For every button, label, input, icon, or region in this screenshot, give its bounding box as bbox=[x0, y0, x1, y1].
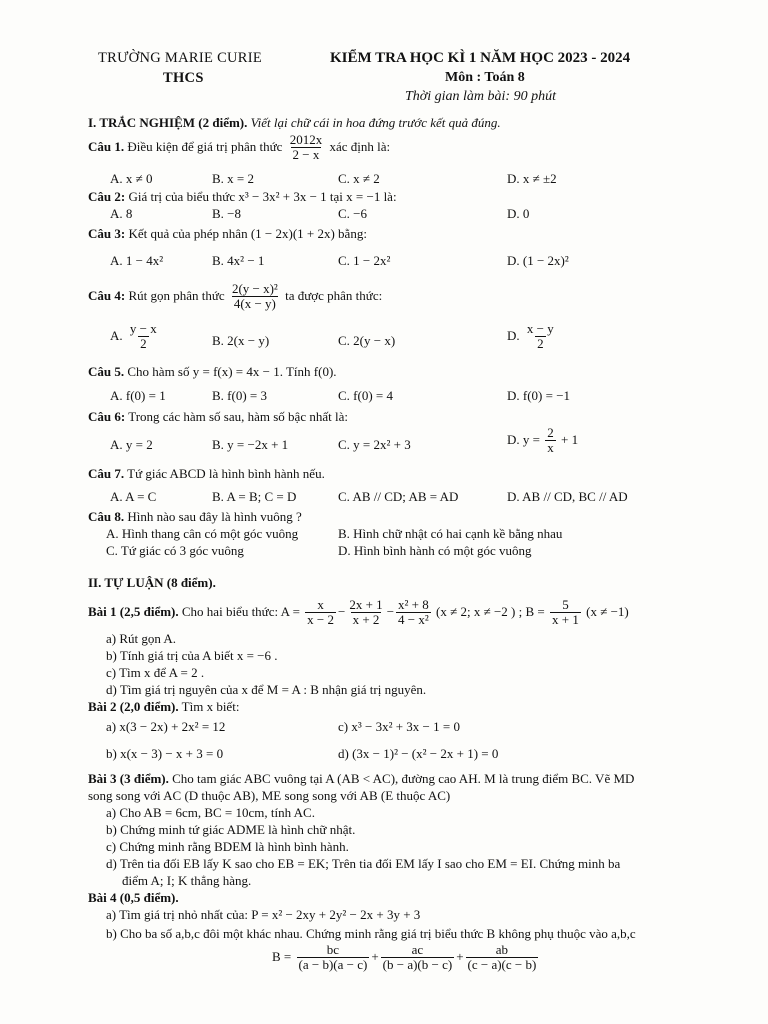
q3-option-d: D. (1 − 2x)² bbox=[507, 253, 569, 268]
fraction-numerator: ac bbox=[411, 942, 424, 957]
question-text: xác định là: bbox=[329, 138, 391, 154]
fraction-denominator: x + 1 bbox=[552, 612, 579, 628]
q5-option-d: D. f(0) = −1 bbox=[507, 388, 571, 403]
fraction-numerator: x bbox=[317, 597, 324, 612]
bai1-item-a: a) Rút gọn A. bbox=[106, 631, 177, 646]
fraction-denominator: x + 2 bbox=[352, 612, 380, 628]
q6-option-b: B. y = −2x + 1 bbox=[212, 437, 289, 452]
q8-option-c: C. Tứ giác có 3 góc vuông bbox=[106, 543, 244, 558]
bai3-item-d-cont: điểm A; I; K thẳng hàng. bbox=[122, 873, 252, 888]
fraction-denominator: 4 − x² bbox=[398, 612, 429, 628]
fraction-numerator: 2012x bbox=[289, 132, 323, 147]
q3-option-a: A. 1 − 4x² bbox=[110, 253, 164, 268]
bai4-item-a: a) Tìm giá trị nhỏ nhất của: P = x² − 2xy + 2y² − 2x + 3y + 3 bbox=[106, 907, 421, 922]
question-label: Câu 2: bbox=[88, 189, 126, 204]
bai4-item-b: b) Cho ba số a,b,c đôi một khác nhau. Chứng minh rằng giá trị biểu thức B không phụ thuộc vào a,b,c bbox=[106, 926, 636, 941]
q8-option-a: A. Hình thang cân có một góc vuông bbox=[106, 526, 299, 541]
question-label: Câu 7. bbox=[88, 466, 125, 481]
bai3-line2: song song với AC (D thuộc AB), ME song song với AB (E thuộc AC) bbox=[88, 788, 451, 803]
question-2 bbox=[88, 189, 397, 205]
exam-title: KIỂM TRA HỌC KÌ 1 NĂM HỌC 2023 - 2024 bbox=[330, 50, 631, 66]
fraction bbox=[305, 598, 336, 628]
bai3-item-d: d) Trên tia đối EB lấy K sao cho EB = EK; Trên tia đối EM lấy I sao cho EM = EI. Chứng minh ba bbox=[106, 856, 621, 871]
bai4-expression-B: B = $\frac{bc}{(a - b)(a - c)}$ + $\frac{ac}{(b - a)(b - c)}$ + $\frac{ab}{(c - a)(c - b)}$ bbox=[272, 942, 537, 973]
question-label: Câu 1. bbox=[88, 138, 125, 154]
fraction-denominator: 2 − x bbox=[292, 147, 320, 163]
problem-label: Bài 2 (2,0 điểm). bbox=[88, 699, 179, 714]
fraction bbox=[128, 322, 159, 352]
question-label: Câu 5. bbox=[88, 364, 125, 379]
fraction bbox=[466, 943, 539, 973]
q6-option-c: C. y = 2x² + 3 bbox=[338, 437, 411, 452]
fraction-numerator: bc bbox=[326, 942, 340, 957]
bai1-item-b: b) Tính giá trị của A biết x = −6 . bbox=[106, 648, 278, 663]
q1-option-c: C. x ≠ 2 bbox=[338, 171, 380, 186]
problem-label: Bài 1 (2,5 điểm). bbox=[88, 603, 179, 619]
q2-option-b: B. −8 bbox=[212, 206, 242, 221]
part1-title: I. TRẮC NGHIỆM (2 điểm). bbox=[88, 115, 248, 130]
problem-label: Bài 3 (3 điểm). bbox=[88, 771, 169, 786]
part1-heading bbox=[88, 115, 501, 131]
part1-instruction: Viết lại chữ cái in hoa đứng trước kết quả đúng. bbox=[250, 115, 501, 130]
fraction bbox=[396, 598, 431, 628]
fraction-denominator: 2 bbox=[140, 336, 147, 352]
fraction bbox=[525, 322, 556, 352]
bai2-item-d: d) (3x − 1)² − (x² − 2x + 1) = 0 bbox=[338, 746, 499, 761]
fraction bbox=[230, 282, 280, 312]
fraction-numerator: x − y bbox=[526, 321, 554, 336]
fraction bbox=[381, 943, 455, 973]
bai3-item-b: b) Chứng minh tứ giác ADME là hình chữ nhật. bbox=[106, 822, 356, 837]
option-letter: D. y = bbox=[507, 431, 540, 447]
bai2-item-a: a) x(3 − 2x) + 2x² = 12 bbox=[106, 719, 226, 734]
question-7 bbox=[88, 466, 325, 482]
question-text: Điều kiện để giá trị phân thức bbox=[127, 138, 283, 154]
bai-3 bbox=[88, 771, 634, 787]
question-text: Kết quả của phép nhân (1 − 2x)(1 + 2x) bằng: bbox=[128, 226, 367, 241]
fraction-denominator: (a − b)(a − c) bbox=[298, 957, 368, 973]
q5-option-a: A. f(0) = 1 bbox=[110, 388, 166, 403]
fraction-denominator: (c − a)(c − b) bbox=[467, 957, 537, 973]
fraction-numerator: 2 bbox=[547, 425, 554, 440]
fraction bbox=[347, 598, 384, 628]
bai-4-label: Bài 4 (0,5 điểm). bbox=[88, 890, 179, 905]
fraction bbox=[550, 598, 581, 628]
fraction-denominator: x − 2 bbox=[307, 612, 334, 628]
fraction bbox=[297, 943, 370, 973]
q1-option-b: B. x = 2 bbox=[212, 171, 255, 186]
question-text: Cho hàm số y = f(x) = 4x − 1. Tính f(0). bbox=[127, 364, 337, 379]
q2-option-c: C. −6 bbox=[338, 206, 368, 221]
question-3 bbox=[88, 226, 367, 242]
q3-option-b: B. 4x² − 1 bbox=[212, 253, 265, 268]
q4-option-b: B. 2(x − y) bbox=[212, 333, 270, 348]
question-text: ta được phân thức: bbox=[285, 287, 383, 303]
fraction-numerator: ab bbox=[495, 942, 509, 957]
problem-text: Tìm x biết: bbox=[181, 699, 240, 714]
question-text: Tứ giác ABCD là hình bình hành nếu. bbox=[127, 466, 325, 481]
fraction bbox=[545, 426, 556, 456]
fraction-denominator: x bbox=[547, 440, 554, 456]
q3-option-c: C. 1 − 2x² bbox=[338, 253, 391, 268]
q2-option-d: D. 0 bbox=[507, 206, 530, 221]
q1-option-a: A. x ≠ 0 bbox=[110, 171, 153, 186]
bai3-item-c: c) Chứng minh rằng BDEM là hình bình hành. bbox=[106, 839, 349, 854]
question-label: Câu 3: bbox=[88, 226, 126, 241]
bai1-item-d: d) Tìm giá trị nguyên của x để M = A : B nhận giá trị nguyên. bbox=[106, 682, 427, 697]
question-text: Hình nào sau đây là hình vuông ? bbox=[127, 509, 302, 524]
question-text: Trong các hàm số sau, hàm số bậc nhất là: bbox=[128, 409, 348, 424]
question-6 bbox=[88, 409, 348, 425]
fraction-denominator: (b − a)(b − c) bbox=[382, 957, 453, 973]
q7-option-a: A. A = C bbox=[110, 489, 157, 504]
exam-time: Thời gian làm bài: 90 phút bbox=[405, 89, 556, 104]
fraction-denominator: 4(x − y) bbox=[233, 296, 276, 312]
q7-option-c: C. AB // CD; AB = AD bbox=[338, 489, 459, 504]
q2-option-a: A. 8 bbox=[110, 206, 133, 221]
part2-title: II. TỰ LUẬN (8 điểm). bbox=[88, 575, 216, 590]
bai2-item-b: b) x(x − 3) − x + 3 = 0 bbox=[106, 746, 224, 761]
bai3-item-a: a) Cho AB = 6cm, BC = 10cm, tính AC. bbox=[106, 805, 315, 820]
question-label: Câu 6: bbox=[88, 409, 126, 424]
fraction-numerator: 2(y − x)² bbox=[231, 281, 278, 296]
question-5 bbox=[88, 364, 337, 380]
option-suffix: + 1 bbox=[560, 431, 579, 447]
q8-option-d: D. Hình bình hành có một góc vuông bbox=[338, 543, 532, 558]
school-level: THCS bbox=[163, 70, 204, 86]
q6-option-d bbox=[507, 426, 578, 456]
option-letter: D. bbox=[507, 327, 520, 343]
q6-option-a: A. y = 2 bbox=[110, 437, 153, 452]
fraction-denominator: 2 bbox=[537, 336, 544, 352]
question-1 bbox=[88, 133, 390, 163]
problem-text: Cho hai biểu thức: A = bbox=[181, 603, 300, 619]
expression-prefix: B = bbox=[272, 948, 292, 964]
bai1-item-c: c) Tìm x để A = 2 . bbox=[106, 665, 205, 680]
q8-option-b: B. Hình chữ nhật có hai cạnh kề bằng nhau bbox=[338, 526, 563, 541]
fraction-numerator: 2x + 1 bbox=[349, 597, 383, 612]
option-letter: A. bbox=[110, 327, 123, 343]
q5-option-b: B. f(0) = 3 bbox=[212, 388, 267, 403]
fraction-numerator: x² + 8 bbox=[398, 597, 429, 612]
condition-text: (x ≠ −1) bbox=[586, 603, 629, 619]
q7-option-b: B. A = B; C = D bbox=[212, 489, 297, 504]
question-8 bbox=[88, 509, 302, 525]
question-label: Câu 8. bbox=[88, 509, 125, 524]
question-text: Rút gọn phân thức bbox=[128, 287, 225, 303]
question-4 bbox=[88, 282, 382, 312]
bai-1: Bài 1 (2,5 điểm). Cho hai biểu thức: A = $\frac{x}{x - 2}$ − $\frac{2x + 1}{x + 2}$ − $\frac{\text{x² + 8}}{\text{4 − x²}}$ (x ≠ 2; x ≠ −2 ) ; B = $\frac{5}{x + 1}$ (x ≠ −1) bbox=[88, 597, 629, 628]
q1-option-d: D. x ≠ ±2 bbox=[507, 171, 557, 186]
q4-option-d bbox=[507, 322, 558, 352]
fraction bbox=[288, 133, 325, 163]
q7-option-d: D. AB // CD, BC // AD bbox=[507, 489, 628, 504]
condition-text: (x ≠ 2; x ≠ −2 ) ; B = bbox=[436, 603, 545, 619]
q4-option-a bbox=[110, 322, 161, 352]
bai2-item-c: c) x³ − 3x² + 3x − 1 = 0 bbox=[338, 719, 460, 734]
question-text: Giá trị của biểu thức x³ − 3x² + 3x − 1 tại x = −1 là: bbox=[128, 189, 397, 204]
question-label: Câu 4: bbox=[88, 287, 126, 303]
school-name: TRƯỜNG MARIE CURIE bbox=[98, 50, 263, 66]
q4-option-c: C. 2(y − x) bbox=[338, 333, 396, 348]
bai-2 bbox=[88, 699, 239, 715]
subject: Môn : Toán 8 bbox=[445, 70, 525, 85]
fraction-numerator: y − x bbox=[129, 321, 157, 336]
q5-option-c: C. f(0) = 4 bbox=[338, 388, 393, 403]
fraction-numerator: 5 bbox=[562, 597, 569, 612]
problem-text: Cho tam giác ABC vuông tại A (AB < AC), đường cao AH. M là trung điểm BC. Vẽ MD bbox=[172, 771, 635, 786]
